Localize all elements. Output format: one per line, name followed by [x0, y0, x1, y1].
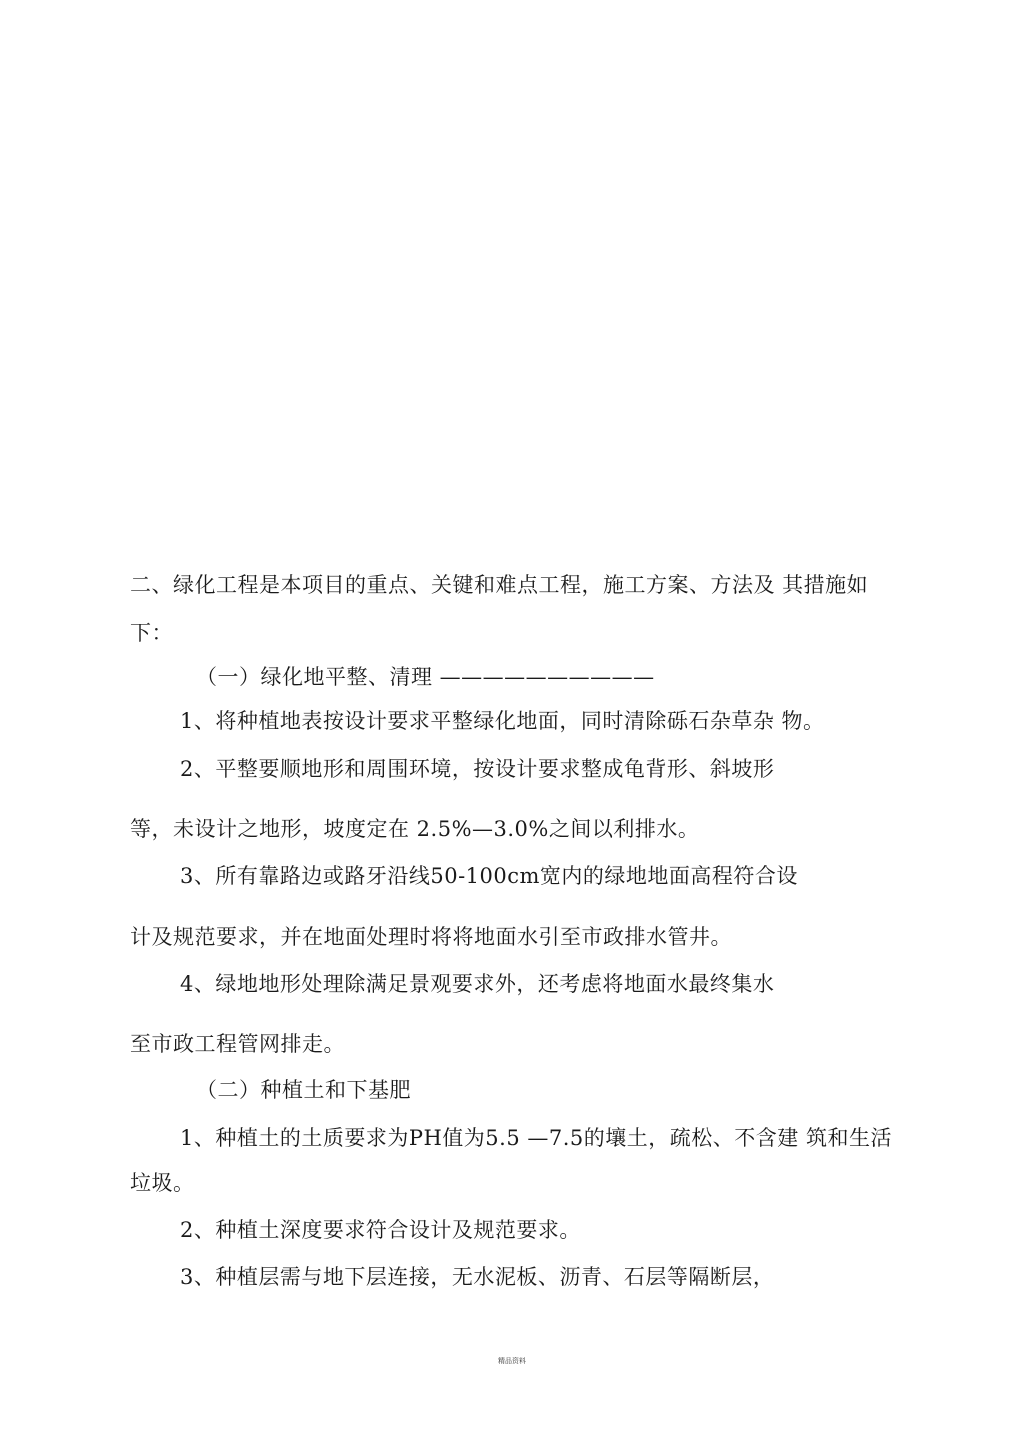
paragraph-line: 1、种植土的土质要求为PH值为5.5 —7.5的壤土，疏松、不含建 筑和生活 [180, 1126, 892, 1150]
paragraph-line: 等，未设计之地形，坡度定在 2.5%—3.0%之间以利排水。 [130, 817, 700, 841]
paragraph-line: 2、种植土深度要求符合设计及规范要求。 [180, 1218, 581, 1242]
section-heading: （二）种植土和下基肥 [196, 1078, 411, 1102]
paragraph-line: 二、绿化工程是本项目的重点、关键和难点工程，施工方案、方法及 其措施如 [130, 573, 869, 597]
paragraph-line: 至市政工程管网排走。 [130, 1032, 345, 1056]
paragraph-line: 下： [130, 621, 173, 645]
paragraph-line: 2、平整要顺地形和周围环境，按设计要求整成龟背形、斜坡形 [180, 757, 775, 781]
paragraph-line: 1、将种植地表按设计要求平整绿化地面，同时清除砾石杂草杂 物。 [180, 709, 825, 733]
paragraph-line: 计及规范要求，并在地面处理时将将地面水引至市政排水管井。 [130, 925, 732, 949]
paragraph-line: 3、种植层需与地下层连接，无水泥板、沥青、石层等隔断层， [180, 1265, 775, 1289]
paragraph-line: 3、所有靠路边或路牙沿线50-100cm宽内的绿地地面高程符合设 [180, 864, 798, 888]
paragraph-line: 垃圾。 [130, 1171, 195, 1195]
section-heading: （一）绿化地平整、清理 —————————— [196, 665, 655, 689]
paragraph-line: 4、绿地地形处理除满足景观要求外，还考虑将地面水最终集水 [180, 972, 775, 996]
page-footer: 精品资料 [498, 1357, 526, 1365]
